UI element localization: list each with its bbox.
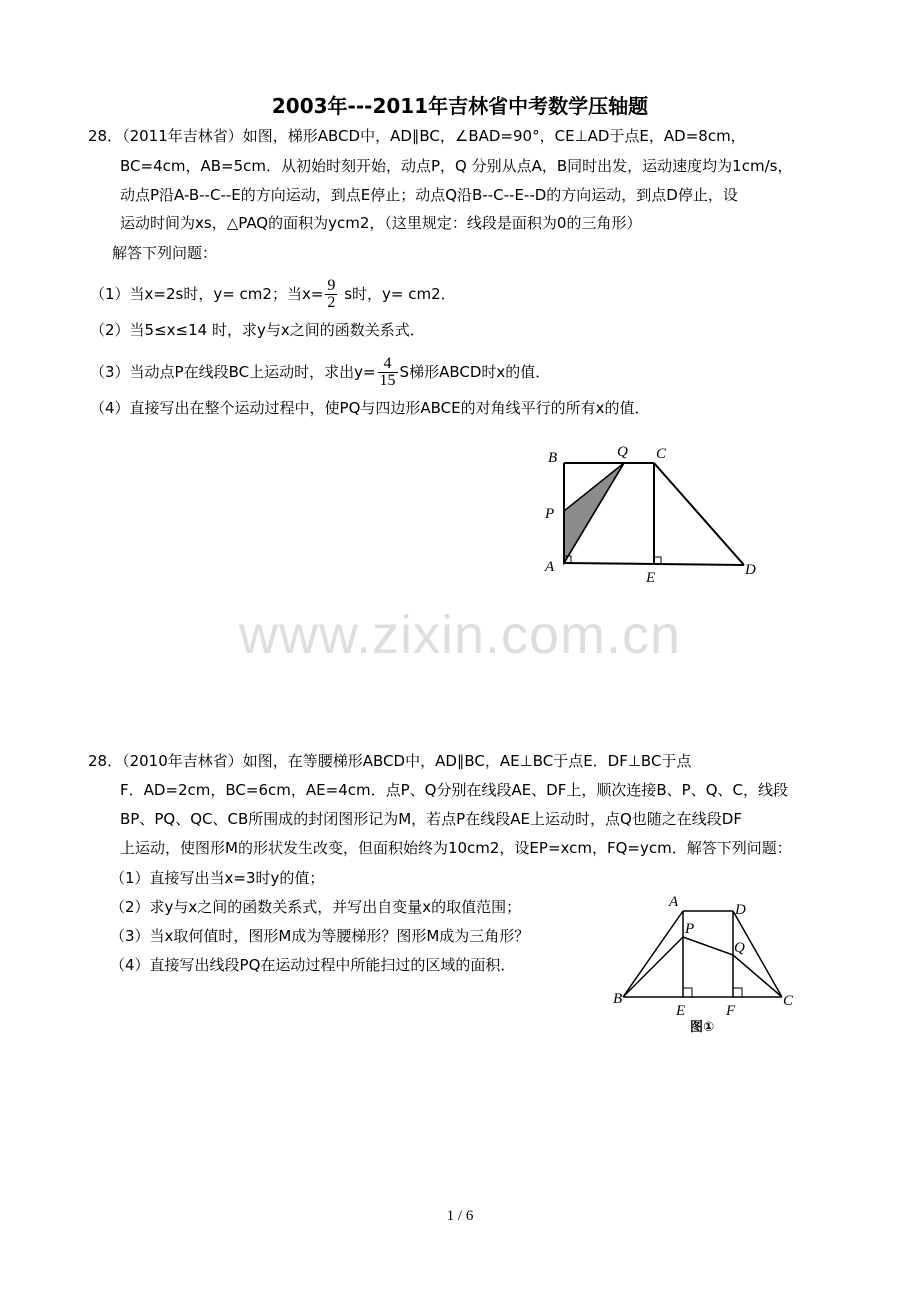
fraction-nine-halves — [325, 278, 337, 311]
figure-caption: 图① — [690, 1020, 715, 1035]
label-e: E — [676, 1003, 686, 1019]
right-angle-mark-e — [654, 557, 661, 564]
label-p: P — [685, 921, 695, 937]
question-3-text-b: S梯形ABCD时x的值． — [399, 363, 551, 381]
problem1-question-4: （4）直接写出在整个运动过程中，使PQ与四边形ABCE的对角线平行的所有x的值． — [90, 399, 650, 417]
segment-pq — [683, 937, 733, 955]
problem1-line-4: 运动时间为xs，△PAQ的面积为ycm2，（这里规定：线段是面积为0的三角形） — [120, 214, 642, 232]
label-d: D — [745, 562, 756, 578]
label-a: A — [669, 894, 679, 910]
question-3-text-a: （3）当动点P在线段BC上运动时，求出y= — [90, 363, 376, 381]
problem2-line-2: F．AD=2cm，BC=6cm，AE=4cm．点P、Q分别在线段AE、DF上，顺次连接B、P、Q、C，线段 — [120, 781, 788, 799]
fraction-denominator: 15 — [379, 372, 396, 389]
fraction-numerator: 4 — [378, 356, 398, 373]
label-q: Q — [734, 940, 745, 956]
problem2-question-2: （2）求y与x之间的函数关系式，并写出自变量x的取值范围； — [110, 898, 522, 916]
page-number: 1 / 6 — [446, 1208, 474, 1224]
segment-ab — [623, 911, 683, 997]
problem1-question-1 — [90, 278, 456, 311]
problem1-line-2: BC=4cm，AB=5cm．从初始时刻开始，动点P，Q 分别从点A，B同时出发，运动速度均为1cm/s， — [120, 157, 793, 175]
problem1-question-3 — [90, 356, 550, 389]
segment-qc — [733, 955, 782, 997]
question-1-text-b: s时，y= cm2． — [339, 285, 456, 303]
problem2-question-1: （1）直接写出当x=3时y的值； — [110, 869, 325, 887]
question-1-text-a: （1）当x=2s时，y= cm2；当x= — [90, 285, 324, 303]
label-b: B — [613, 991, 623, 1007]
isosceles-trapezoid-figure — [612, 888, 802, 1038]
problem1-line-1: 28．（2011年吉林省）如图，梯形ABCD中，AD∥BC，∠BAD=90°，CE⊥AD于点E，AD=8cm， — [88, 127, 746, 145]
problem2-line-4: 上运动，使图形M的形状发生改变，但面积始终为10cm2，设EP=xcm，FQ=ycm．解答下列问题： — [120, 839, 792, 857]
trapezoid-figure-1 — [530, 435, 770, 590]
label-q: Q — [617, 444, 628, 460]
page-title: 2003年---2011年吉林省中考数学压轴题 — [271, 94, 649, 118]
label-a: A — [545, 559, 555, 575]
label-p: P — [545, 506, 555, 522]
problem1-line-5: 解答下列问题： — [112, 244, 218, 262]
label-c: C — [656, 446, 667, 462]
fraction-four-fifteenths — [378, 356, 398, 389]
problem2-line-3: BP、PQ、QC、CB所围成的封闭图形记为M，若点P在线段AE上运动时，点Q也随之在线段DF — [120, 810, 742, 828]
watermark: www.zixin.com.cn — [238, 605, 682, 665]
problem2-question-3: （3）当x取何值时，图形M成为等腰梯形？图形M成为三角形？ — [110, 927, 530, 945]
right-angle-mark-f — [733, 988, 742, 997]
problem1-line-3: 动点P沿A-B--C--E的方向运动，到点E停止；动点Q沿B--C--E--D的方向运动，到点D停止，设 — [120, 186, 738, 204]
label-e: E — [646, 570, 656, 586]
problem2-question-4: （4）直接写出线段PQ在运动过程中所能扫过的区域的面积． — [110, 956, 516, 974]
problem2-line-1: 28．（2010年吉林省）如图，在等腰梯形ABCD中，AD∥BC，AE⊥BC于点E．DF⊥BC于点 — [88, 752, 692, 770]
label-b: B — [548, 450, 558, 466]
segment-cd — [654, 463, 744, 565]
problem1-question-2: （2）当5≤x≤14 时，求y与x之间的函数关系式． — [90, 321, 425, 339]
label-d: D — [735, 902, 746, 918]
fraction-denominator: 2 — [327, 294, 336, 311]
right-angle-mark-e — [683, 988, 692, 997]
fraction-numerator: 9 — [327, 277, 336, 294]
label-c: C — [783, 993, 794, 1009]
segment-bp — [623, 937, 683, 997]
label-f: F — [726, 1003, 736, 1019]
